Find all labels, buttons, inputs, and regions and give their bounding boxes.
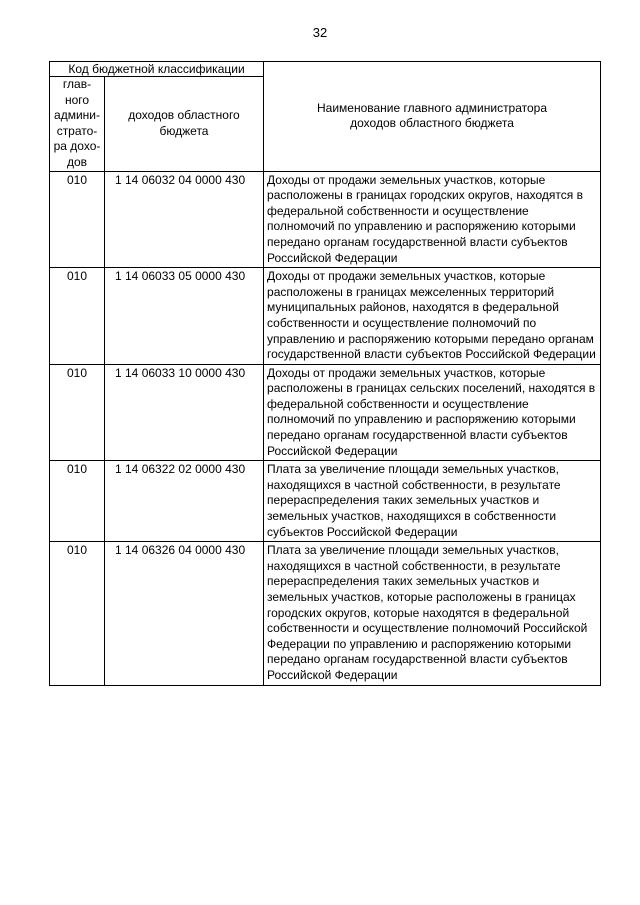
- row-revenue-code: 1 14 06033 05 0000 430: [105, 268, 264, 365]
- row-admin-code: 010: [50, 364, 105, 461]
- header-budget-classification-code: Код бюджетной классификации: [50, 62, 264, 77]
- row-admin-code: 010: [50, 542, 105, 685]
- row-revenue-code: 1 14 06032 04 0000 430: [105, 171, 264, 268]
- row-revenue-name: Плата за увеличение площади земельных участков, находящихся в частной собственности, в результате перераспределения таких земельных участков и земельных участков, которые расположены в границах городских округов, которые находятся в федеральной собственности и осуществление полномочий Российской Федерации по управлению и распоряжению которыми передано органам государственной власти субъектов Российской Федерации: [264, 542, 601, 685]
- row-revenue-name: Доходы от продажи земельных участков, которые расположены в границах сельских поселений, находятся в федеральной собственности и осуществление полномочий по управлению и распоряжению которыми передано органам государственной власти субъектов Российской Федерации: [264, 364, 601, 461]
- table-row: [50, 542, 601, 685]
- row-admin-code: 010: [50, 461, 105, 542]
- table-row: [50, 364, 601, 461]
- header-administrator-name: Наименование главного администратора доходов областного бюджета: [264, 62, 601, 172]
- row-revenue-code: 1 14 06322 02 0000 430: [105, 461, 264, 542]
- row-admin-code: 010: [50, 171, 105, 268]
- header-main-administrator: глав- ного админи- страто- ра дохо- дов: [50, 77, 105, 172]
- row-revenue-name: Доходы от продажи земельных участков, которые расположены в границах городских округов, находятся в федеральной собственности и осуществление полномочий по управлению и распоряжению которыми передано органам государственной власти субъектов Российской Федерации: [264, 171, 601, 268]
- page-number: 32: [312, 25, 328, 40]
- budget-classification-table: [49, 61, 601, 686]
- row-admin-code: 010: [50, 268, 105, 365]
- header-regional-revenue: доходов областного бюджета: [105, 77, 264, 172]
- row-revenue-name: Доходы от продажи земельных участков, которые расположены в границах межселенных территорий муниципальных районов, находятся в федеральной собственности и осуществление полномочий по управлению и распоряжению которыми передано органам государственной власти субъектов Российской Федерации: [264, 268, 601, 365]
- table-row: [50, 268, 601, 365]
- row-revenue-code: 1 14 06326 04 0000 430: [105, 542, 264, 685]
- row-revenue-code: 1 14 06033 10 0000 430: [105, 364, 264, 461]
- table-row: [50, 461, 601, 542]
- row-revenue-name: Плата за увеличение площади земельных участков, находящихся в частной собственности, в результате перераспределения таких земельных участков и земельных участков, находящихся в собственности субъектов Российской Федерации: [264, 461, 601, 542]
- table-header-row: [50, 62, 601, 77]
- table-row: [50, 171, 601, 268]
